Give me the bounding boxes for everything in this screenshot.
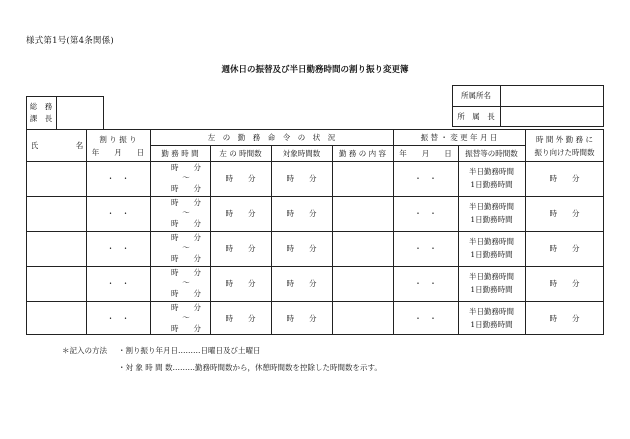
col-transfer-date: 年 月 日: [399, 149, 452, 158]
document-title: 週休日の振替及び半日勤務時間の割り振り変更簿: [221, 65, 409, 75]
target-hours-cell: 時 分: [286, 209, 317, 218]
col-overtime-line2: 振り向けた時間数: [534, 148, 595, 157]
approval-label-1: 総 務: [29, 102, 53, 111]
target-hours-cell: 時 分: [286, 279, 317, 288]
half-day-hours-cell: 半日勤務時間: [469, 167, 514, 176]
form-number: 様式第1号(第4条関係): [26, 36, 114, 46]
work-time-from: 時 分: [171, 233, 201, 242]
assign-date-cell: ・ ・: [106, 279, 130, 288]
left-hours-cell: 時 分: [225, 279, 256, 288]
work-time-from: 時 分: [171, 198, 201, 207]
dept-head-label: 所 属 長: [457, 112, 495, 121]
target-hours-cell: 時 分: [286, 314, 317, 323]
work-time-tilde: 〜: [182, 278, 190, 287]
overtime-hours-cell: 時 分: [549, 174, 580, 183]
work-time-to: 時 分: [171, 254, 201, 263]
work-time-tilde: 〜: [182, 208, 190, 217]
half-day-hours-cell: 半日勤務時間: [469, 307, 514, 316]
assign-date-cell: ・ ・: [106, 209, 130, 218]
col-left-hours: 左 の 時間数: [219, 149, 262, 158]
main-table: [26, 129, 604, 335]
transfer-date-cell: ・ ・: [414, 209, 437, 218]
one-day-hours-cell: 1日勤務時間: [470, 285, 513, 294]
target-hours-cell: 時 分: [286, 174, 317, 183]
assign-date-cell: ・ ・: [106, 244, 130, 253]
approval-label-2: 課 長: [29, 114, 53, 123]
overtime-hours-cell: 時 分: [549, 209, 580, 218]
work-time-from: 時 分: [171, 268, 201, 277]
transfer-date-cell: ・ ・: [414, 244, 437, 253]
overtime-hours-cell: 時 分: [549, 244, 580, 253]
notes-line-2: ・対 象 時 間 数………勤務時間数から，休憩時間数を控除した時間数を示す。: [118, 363, 382, 372]
notes-label: ＊記入の方法: [62, 346, 107, 355]
col-work-time: 勤 務 時 間: [161, 149, 199, 158]
work-time-to: 時 分: [171, 219, 201, 228]
col-overtime-line1: 時 間 外 勤 務 に: [536, 135, 593, 144]
one-day-hours-cell: 1日勤務時間: [470, 320, 513, 329]
work-time-to: 時 分: [171, 324, 201, 333]
col-work-content: 勤 務 の 内 容: [338, 149, 387, 158]
col-name-header: 氏 名: [30, 141, 84, 150]
col-group-transfer: 振 替 ・ 変 更 年 月 日: [420, 133, 498, 142]
work-time-to: 時 分: [171, 289, 201, 298]
work-time-from: 時 分: [171, 163, 201, 172]
left-hours-cell: 時 分: [225, 314, 256, 323]
work-time-from: 時 分: [171, 303, 201, 312]
target-hours-cell: 時 分: [286, 244, 317, 253]
transfer-date-cell: ・ ・: [414, 279, 437, 288]
notes-line-1: ・割り振り年月日………日曜日及び土曜日: [118, 346, 261, 355]
work-time-tilde: 〜: [182, 173, 190, 182]
col-target-hours: 対象時間数: [282, 149, 321, 158]
half-day-hours-cell: 半日勤務時間: [469, 202, 514, 211]
one-day-hours-cell: 1日勤務時間: [470, 215, 513, 224]
col-group-left-orders: 左 の 勤 務 命 令 の 状 況: [207, 133, 336, 142]
col-assign-date-line2: 年 月 日: [91, 148, 145, 157]
transfer-date-cell: ・ ・: [414, 174, 437, 183]
work-time-to: 時 分: [171, 184, 201, 193]
assign-date-cell: ・ ・: [106, 314, 130, 323]
half-day-hours-cell: 半日勤務時間: [469, 237, 514, 246]
transfer-date-cell: ・ ・: [414, 314, 437, 323]
half-day-hours-cell: 半日勤務時間: [469, 272, 514, 281]
overtime-hours-cell: 時 分: [549, 314, 580, 323]
one-day-hours-cell: 1日勤務時間: [470, 250, 513, 259]
assign-date-cell: ・ ・: [106, 174, 130, 183]
left-hours-cell: 時 分: [225, 209, 256, 218]
overtime-hours-cell: 時 分: [549, 279, 580, 288]
dept-name-label: 所属所名: [461, 91, 491, 100]
one-day-hours-cell: 1日勤務時間: [470, 180, 513, 189]
left-hours-cell: 時 分: [225, 174, 256, 183]
left-hours-cell: 時 分: [225, 244, 256, 253]
work-time-tilde: 〜: [182, 313, 190, 322]
col-assign-date-line1: 割 り 振 り: [99, 135, 137, 144]
work-time-tilde: 〜: [182, 243, 190, 252]
col-transfer-hours: 振替等の時間数: [465, 149, 518, 158]
